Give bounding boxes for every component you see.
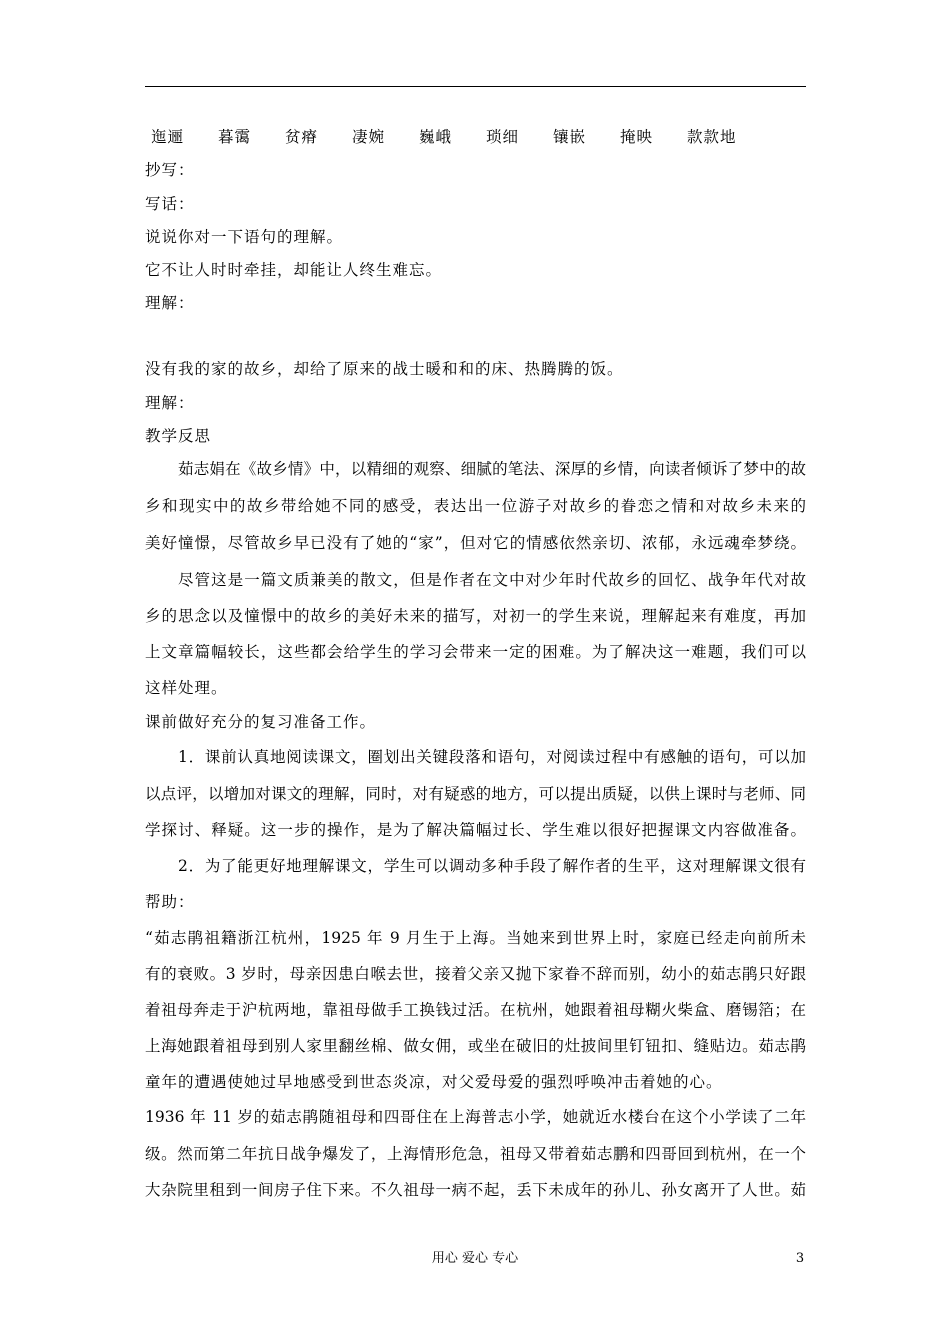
header-rule — [145, 86, 806, 87]
answer-label-1: 理解： — [145, 294, 195, 312]
exercise-sentence-1: 它不让人时时牵挂，却能让人终生难忘。 — [145, 261, 443, 279]
paragraph-line: 美好憧憬，尽管故乡早已没有了她的“家”，但对它的情感依然亲切、浓郁，永远魂牵梦绕。 — [145, 534, 806, 552]
copy-label: 抄写： — [145, 161, 195, 179]
exercise-instruction: 说说你对一下语句的理解。 — [145, 228, 344, 246]
list-item-line: 1．课前认真地阅读课文，圈划出关键段落和语句，对阅读过程中有感触的语句，可以加 — [178, 748, 806, 766]
vocab-word: 款款地 — [687, 128, 737, 146]
vocab-word: 琐细 — [486, 128, 520, 146]
biography-line: 级。然而第二年抗日战争爆发了，上海情形危急，祖母又带着茹志鹏和四哥回到杭州，在一个 — [145, 1145, 806, 1163]
exercise-sentence-2: 没有我的家的故乡，却给了原来的战士暖和和的床、热腾腾的饭。 — [145, 360, 624, 378]
biography-line: 着祖母奔走于沪杭两地，靠祖母做手工换钱过活。在杭州，她跟着祖母糊火柴盒、磨锡箔；在 — [145, 1001, 806, 1019]
page-number: 3 — [795, 1251, 805, 1266]
answer-label-2: 理解： — [145, 394, 195, 412]
list-item-line: 以点评，以增加对课文的理解，同时，对有疑惑的地方，可以提出质疑，以供上课时与老师、同 — [145, 785, 806, 803]
list-item-line: 学探讨、释疑。这一步的操作，是为了解决篇幅过长、学生难以很好把握课文内容做准备。 — [145, 821, 806, 839]
paragraph-line: 尽管这是一篇文质兼美的散文，但是作者在文中对少年时代故乡的回忆、战争年代对故 — [178, 571, 806, 589]
vocab-word: 暮霭 — [218, 128, 252, 146]
vocab-word: 巍峨 — [419, 128, 453, 146]
vocab-word: 贫瘠 — [285, 128, 319, 146]
biography-line: 上海她跟着祖母到别人家里翻丝棉、做女佣，或坐在破旧的灶披间里钉钮扣、缝贴边。茹志鹃 — [145, 1037, 806, 1055]
biography-line: 1936 年 11 岁的茹志鹃随祖母和四哥住在上海普志小学，她就近水楼台在这个小学读了二年 — [145, 1108, 806, 1126]
prep-heading: 课前做好充分的复习准备工作。 — [145, 713, 377, 731]
paragraph-line: 乡的思念以及憧憬中的故乡的美好未来的描写，对初一的学生来说，理解起来有难度，再加 — [145, 607, 806, 625]
paragraph-line: 茹志娟在《故乡情》中，以精细的观察、细腻的笔法、深厚的乡情，向读者倾诉了梦中的故 — [178, 460, 806, 478]
paragraph-line: 上文章篇幅较长，这些都会给学生的学习会带来一定的困难。为了解决这一难题，我们可以 — [145, 643, 806, 661]
paragraph-line: 这样处理。 — [145, 679, 228, 697]
write-label: 写话： — [145, 195, 195, 213]
list-item-line: 2．为了能更好地理解课文，学生可以调动多种手段了解作者的生平，这对理解课文很有 — [178, 857, 806, 875]
biography-line: 有的衰败。3 岁时，母亲因患白喉去世，接着父亲又抛下家眷不辞而别，幼小的茹志鹃只好跟 — [145, 965, 806, 983]
biography-line: “茹志鹃祖籍浙江杭州，1925 年 9 月生于上海。当她来到世界上时，家庭已经走向前所未 — [145, 929, 806, 947]
paragraph-line: 乡和现实中的故乡带给她不同的感受，表达出一位游子对故乡的眷恋之情和对故乡未来的 — [145, 497, 806, 515]
list-item-line: 帮助： — [145, 893, 195, 911]
vocab-word: 迤逦 — [151, 128, 185, 146]
biography-line: 大杂院里租到一间房子住下来。不久祖母一病不起，丢下未成年的孙儿、孙女离开了人世。茹 — [145, 1181, 806, 1199]
footer-motto: 用心 爱心 专心 — [431, 1251, 519, 1266]
biography-line: 童年的遭遇使她过早地感受到世态炎凉，对父爱母爱的强烈呼唤冲击着她的心。 — [145, 1073, 723, 1091]
vocab-word: 掩映 — [620, 128, 654, 146]
reflection-heading: 教学反思 — [145, 427, 212, 445]
vocab-word: 镶嵌 — [553, 128, 587, 146]
vocabulary-list — [151, 127, 801, 147]
vocab-word: 凄婉 — [352, 128, 386, 146]
